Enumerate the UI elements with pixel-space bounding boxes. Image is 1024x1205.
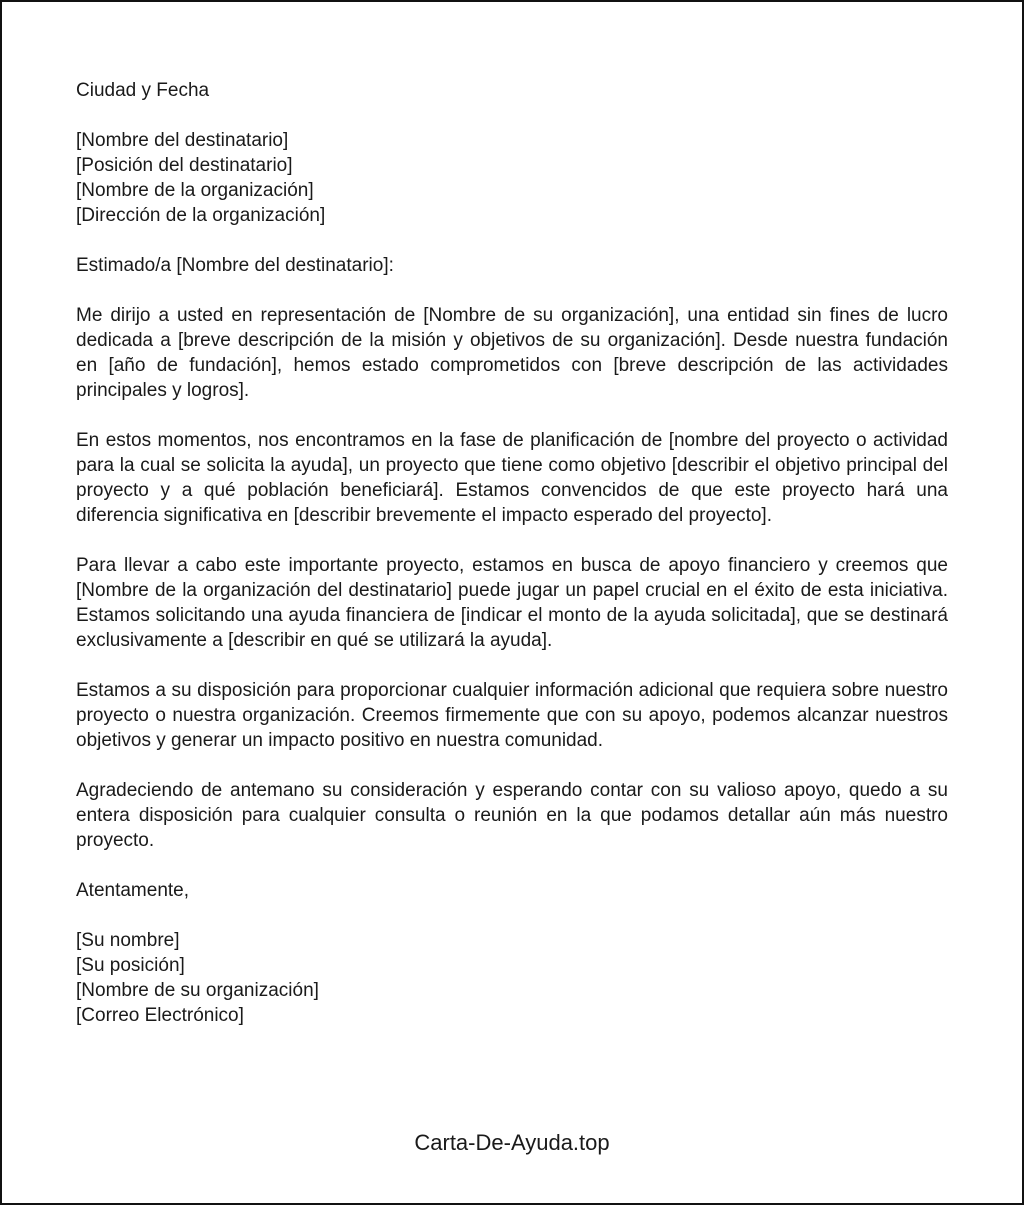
letter-body bbox=[76, 78, 948, 1053]
paragraph-availability: Estamos a su disposición para proporcionar cualquier información adicional que requiera sobre nuestro proyecto o nuestra organización. Creemos firmemente que con su apoyo, podemos alcanzar nuestros objetivos y generar un impacto positivo en nuestra comunidad. bbox=[76, 680, 948, 751]
signature-name: [Su nombre] bbox=[76, 930, 180, 951]
paragraph-project: En estos momentos, nos encontramos en la fase de planificación de [nombre del proyecto o actividad para la cual se solicita la ayuda], un proyecto que tiene como objetivo [describir el objetivo principal del proyecto y a qué población beneficiará]. Estamos convencidos de que este proyecto hará una diferencia significativa en [describir brevemente el impacto esperado del proyecto]. bbox=[76, 430, 948, 526]
paragraph-introduction: Me dirijo a usted en representación de [Nombre de su organización], una entidad sin fines de lucro dedicada a [breve descripción de la misión y objetivos de su organización]. Desde nuestra fundación en [año de fundación], hemos estado comprometidos con [breve descripción de las actividades principales y logros]. bbox=[76, 305, 948, 401]
recipient-name: [Nombre del destinatario] bbox=[76, 130, 289, 151]
city-date-block bbox=[76, 78, 948, 103]
signature-organization: [Nombre de su organización] bbox=[76, 980, 319, 1001]
recipient-position: [Posición del destinatario] bbox=[76, 155, 293, 176]
salutation-block bbox=[76, 253, 948, 278]
recipient-address: [Dirección de la organización] bbox=[76, 205, 326, 226]
salutation: Estimado/a [Nombre del destinatario]: bbox=[76, 255, 394, 276]
signature-position: [Su posición] bbox=[76, 955, 185, 976]
recipient-organization: [Nombre de la organización] bbox=[76, 180, 314, 201]
signature-email: [Correo Electrónico] bbox=[76, 1005, 244, 1026]
footer-site-name: Carta-De-Ayuda.top bbox=[414, 1130, 610, 1155]
paragraph-thanks: Agradeciendo de antemano su consideración y esperando contar con su valioso apoyo, quedo a su entera disposición para cualquier consulta o reunión en la que podamos detallar aún más nuestro proyecto. bbox=[76, 780, 948, 851]
recipient-block bbox=[76, 128, 948, 228]
signature-block bbox=[76, 928, 948, 1028]
paragraph-request: Para llevar a cabo este importante proyecto, estamos en busca de apoyo financiero y creemos que [Nombre de la organización del destinatario] puede jugar un papel crucial en el éxito de esta iniciativa. Estamos solicitando una ayuda financiera de [indicar el monto de la ayuda solicitada], que se destinará exclusivamente a [describir en qué se utilizará la ayuda]. bbox=[76, 555, 948, 651]
closing-block bbox=[76, 878, 948, 903]
closing: Atentamente, bbox=[76, 880, 190, 901]
city-date: Ciudad y Fecha bbox=[76, 80, 210, 101]
